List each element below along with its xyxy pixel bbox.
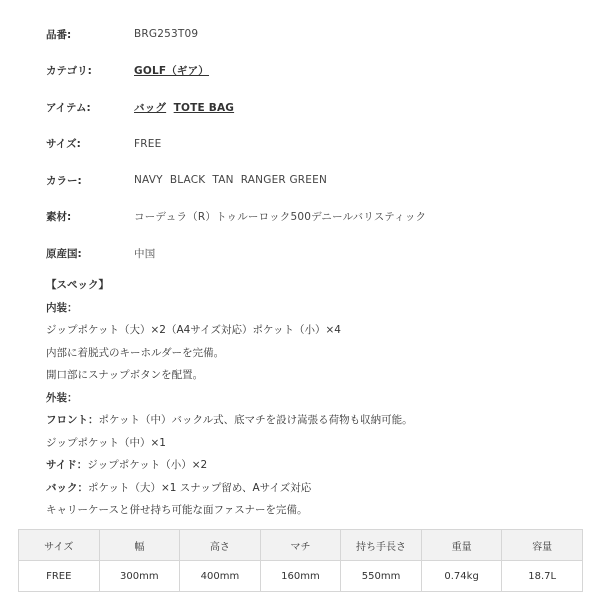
front-line-2: ジップポケット（中）×1 (46, 436, 166, 449)
back-line (46, 477, 566, 500)
back-text: ポケット（大）×1 スナップ留め、Aサイズ対応 (88, 481, 312, 494)
front-text: ポケット（中）バックル式、底マチを設け嵩張る荷物も収納可能。 (98, 414, 413, 426)
cell-capacity: 18.7L (502, 561, 583, 592)
header-gusset: マチ (260, 530, 341, 561)
interior-line: 内部に着脱式のキーホルダーを完備。 (46, 346, 225, 359)
table-row (19, 561, 583, 592)
spec-row-size (46, 135, 566, 153)
spec-row-category (46, 62, 566, 80)
item-link-tote-bag[interactable]: TOTE BAG (173, 101, 235, 114)
header-width: 幅 (99, 530, 180, 561)
spec-value: NAVY BLACK TAN RANGER GREEN (134, 174, 328, 186)
spec-value: BRG253T09 (134, 28, 199, 40)
item-link-bag[interactable]: バッグ (134, 101, 167, 114)
header-handle-length: 持ち手長さ (341, 530, 422, 561)
header-size: サイズ (19, 530, 100, 561)
cell-weight: 0.74kg (421, 561, 502, 592)
spec-label: 原産国: (46, 247, 82, 260)
cell-size: FREE (19, 561, 100, 592)
spec-label: 品番: (46, 28, 72, 41)
front-lead: フロント： (46, 414, 99, 426)
interior-heading: 内装： (46, 301, 78, 314)
spec-label: アイテム: (46, 101, 91, 114)
size-table-header-row (19, 530, 583, 561)
category-link-golf[interactable]: GOLF（ギア） (134, 65, 210, 77)
exterior-heading: 外装： (46, 391, 78, 404)
spec-label: カラー: (46, 174, 82, 187)
spec-row-color (46, 171, 566, 189)
front-line (46, 409, 566, 432)
interior-line: ジップポケット（大）×2（A4サイズ対応）ポケット（小）×4 (46, 324, 341, 336)
product-description (46, 274, 566, 522)
cell-width: 300mm (99, 561, 180, 592)
back-lead: バック： (46, 481, 88, 494)
spec-value (134, 100, 234, 115)
side-lead: サイド： (46, 459, 88, 471)
side-line (46, 454, 566, 477)
header-weight: 重量 (421, 530, 502, 561)
header-capacity: 容量 (502, 530, 583, 561)
spec-value: 中国 (134, 247, 156, 260)
side-text: ジップポケット（小）×2 (87, 459, 208, 471)
spec-row-item (46, 98, 566, 116)
header-height: 高さ (180, 530, 261, 561)
carry-line: キャリーケースと併せ持ち可能な面ファスナーを完備。 (46, 504, 308, 516)
spec-list (46, 25, 566, 281)
interior-line: 開口部にスナップボタンを配置。 (46, 369, 204, 381)
spec-label: 素材: (46, 211, 72, 223)
spec-heading: 【スペック】 (46, 279, 109, 291)
spec-label: サイズ: (46, 138, 81, 150)
spec-row-material (46, 208, 566, 226)
spec-value: FREE (134, 137, 162, 150)
spec-row-origin (46, 244, 566, 262)
cell-gusset: 160mm (260, 561, 341, 592)
size-table (18, 529, 583, 592)
spec-value: コーデュラ（R）トゥルーロック500デニールバリスティック (134, 211, 427, 223)
spec-row-product-number (46, 25, 566, 43)
cell-height: 400mm (180, 561, 261, 592)
spec-label: カテゴリ: (46, 65, 92, 77)
cell-handle-length: 550mm (341, 561, 422, 592)
spec-value (134, 63, 209, 78)
